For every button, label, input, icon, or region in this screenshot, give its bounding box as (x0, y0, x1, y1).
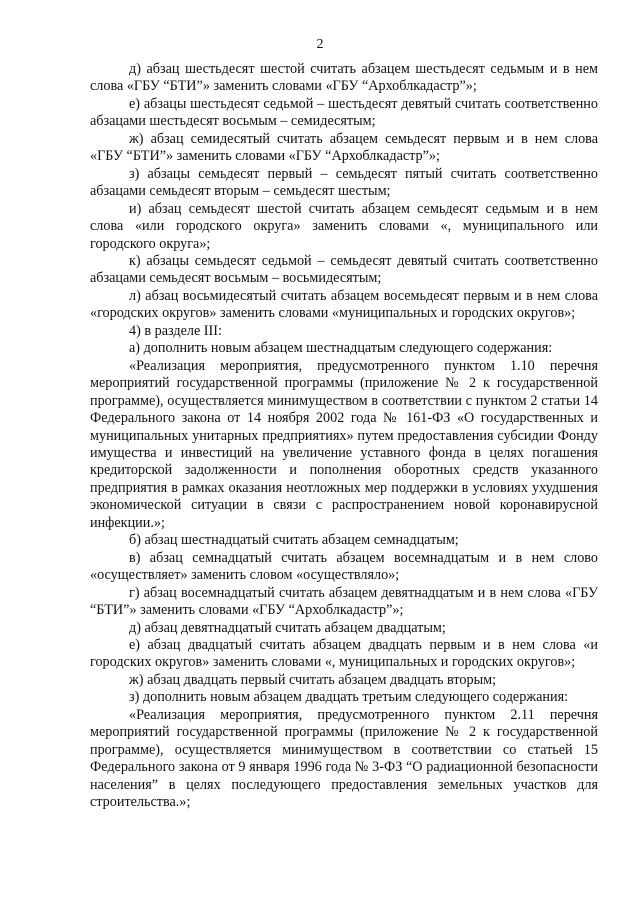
paragraph: в) абзац семнадцатый считать абзацем восемнадцатым и в нем слово «осуществляет» заменить словом «осуществляло»; (90, 549, 598, 584)
quoted-paragraph: «Реализация мероприятия, предусмотренного пунктом 1.10 перечня мероприятий государственной программы (приложение № 2 к государственной программе), осуществляется минимуществом в соответствии с пунктом 2 статьи 14 Федерального закона от 14 ноября 2002 года № 161-ФЗ «О государственных и муниципальных унитарных предприятиях» путем предоставления субсидии Фонду имущества и инвестиций на увеличение уставного фонда в целях погашения кредиторской задолженности и пополнения оборотных средств указанного предприятия в рамках оказания неотложных мер поддержки в условиях ухудшения экономической ситуации в связи с распространением новой коронавирусной инфекции.»; (90, 357, 598, 531)
paragraph: б) абзац шестнадцатый считать абзацем семнадцатым; (129, 532, 459, 549)
page-number: 2 (316, 37, 324, 52)
section-heading: 4) в разделе III: (129, 322, 222, 339)
paragraph: а) дополнить новым абзацем шестнадцатым следующего содержания: (129, 340, 553, 357)
document-body (90, 61, 598, 811)
paragraph: з) дополнить новым абзацем двадцать третьим следующего содержания: (129, 689, 569, 706)
paragraph: ж) абзац семидесятый считать абзацем семьдесят первым и в нем слова «ГБУ “БТИ”» заменить словами «ГБУ “Архоблкадастр”»; (90, 130, 598, 165)
paragraph: е) абзац двадцатый считать абзацем двадцать первым и в нем слова «и городских округов» заменить словами «, муниципальных и городских округов»; (90, 636, 598, 671)
paragraph: д) абзац шестьдесят шестой считать абзацем шестьдесят седьмым и в нем слова «ГБУ “БТИ”» заменить словами «ГБУ “Архоблкадастр”»; (90, 61, 598, 95)
paragraph: е) абзацы шестьдесят седьмой – шестьдесят девятый считать соответственно абзацами шестьдесят восьмым – семидесятым; (90, 95, 598, 130)
paragraph: л) абзац восьмидесятый считать абзацем восемьдесят первым и в нем слова «городских округов» заменить словами «муниципальных и городских округов»; (90, 287, 598, 322)
paragraph: д) абзац девятнадцатый считать абзацем двадцатым; (129, 619, 446, 636)
paragraph: з) абзацы семьдесят первый – семьдесят пятый считать соответственно абзацами семьдесят вторым – семьдесят шестым; (90, 165, 598, 200)
paragraph: и) абзац семьдесят шестой считать абзацем семьдесят седьмым и в нем слова «или городского округа» заменить словами «, муниципального или городского округа»; (90, 200, 598, 252)
paragraph: г) абзац восемнадцатый считать абзацем девятнадцатым и в нем слова «ГБУ “БТИ”» заменить словами «ГБУ “Архоблкадастр”»; (90, 584, 598, 619)
paragraph: ж) абзац двадцать первый считать абзацем двадцать вторым; (129, 671, 497, 688)
quoted-paragraph: «Реализация мероприятия, предусмотренного пунктом 2.11 перечня мероприятий государственной программы (приложение № 2 к государственной программе), осуществляется минимуществом в соответствии со статьей 15 Федерального закона от 9 января 1996 года № 3-ФЗ “О радиационной безопасности населения” в целях последующего предоставления земельных участков для строительства.»; (90, 706, 598, 811)
paragraph: к) абзацы семьдесят седьмой – семьдесят девятый считать соответственно абзацами семьдесят восьмым – восьмидесятым; (90, 252, 598, 287)
